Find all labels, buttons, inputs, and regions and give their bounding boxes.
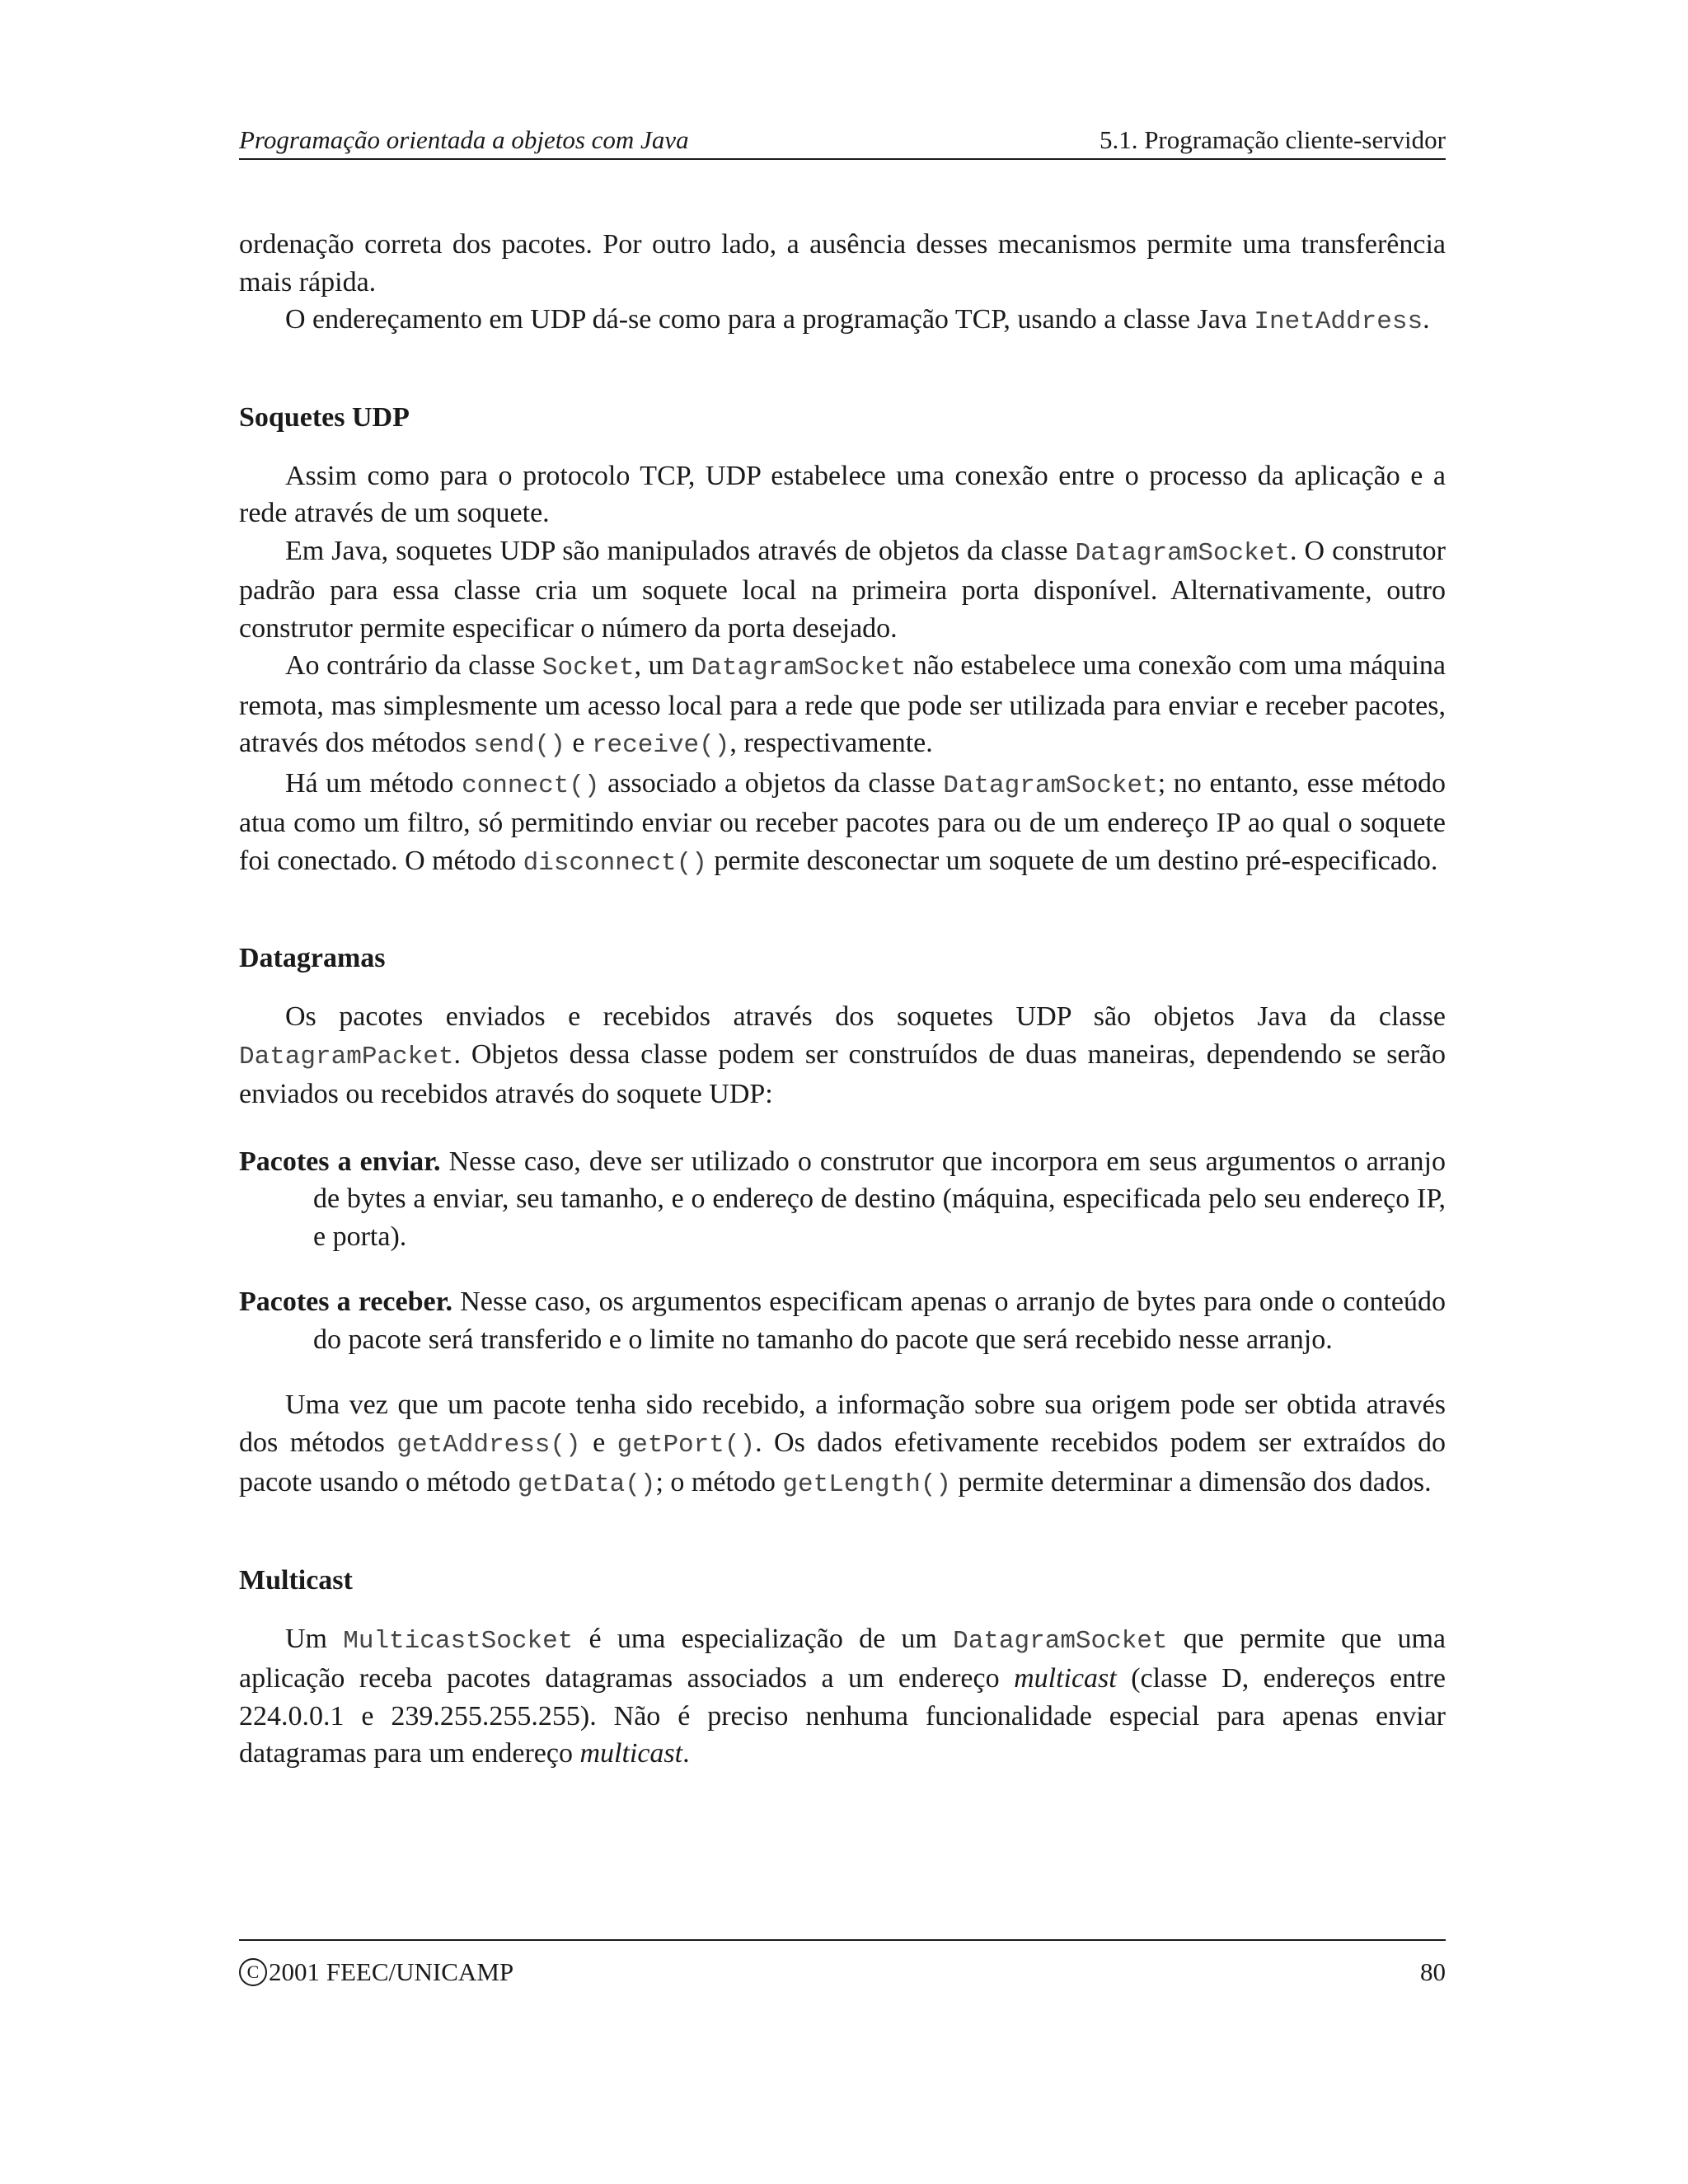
soquetes-p4-text: Há um método [285, 767, 462, 799]
datagramas-p2-text: permite determinar a dimensão dos dados. [951, 1467, 1432, 1497]
code-datagramsocket: DatagramSocket [691, 654, 907, 682]
soquetes-p3-text: Ao contrário da classe [285, 650, 542, 681]
intro-p1-text: ordenação correta dos pacotes. Por outro lado, a ausência desses mecanismos permite uma transferência mais rápida. [239, 229, 1446, 298]
datagramas-p1-end: . Objetos dessa classe podem ser construídos de duas maneiras, dependendo se serão enviados ou recebidos através do soquete UDP: [239, 1038, 1446, 1109]
heading-datagramas: Datagramas [239, 943, 386, 973]
code-socket: Socket [542, 654, 635, 682]
header-section-title: 5.1. Programação cliente-servidor [1099, 125, 1446, 154]
datagramas-p2-text: e [580, 1427, 617, 1458]
code-getlength: getLength() [782, 1470, 952, 1499]
code-getport: getPort() [617, 1430, 756, 1460]
intro-paragraph-2 [239, 301, 1446, 341]
soquetes-paragraph-2 [239, 532, 1446, 648]
datagramas-p1-text: Os pacotes enviados e recebidos através dos soquetes UDP são objetos Java da classe [285, 1001, 1446, 1032]
code-disconnect: disconnect() [523, 848, 707, 878]
multicast-paragraph-1 [239, 1620, 1446, 1773]
emphasis-multicast: multicast [579, 1738, 683, 1769]
page-content [239, 226, 1446, 1773]
code-getaddress: getAddress() [396, 1430, 581, 1460]
definition-list [239, 1143, 1446, 1359]
definition-term: Pacotes a enviar. [239, 1146, 441, 1177]
soquetes-p3-text: não estabelece uma conexão com uma máquina remota, mas simplesmente um acesso local para a rede que pode ser utilizada para enviar e receber pacotes, através dos métodos [239, 650, 1447, 758]
code-receive: receive() [591, 731, 730, 760]
definition-term: Pacotes a receber. [239, 1286, 453, 1317]
soquetes-p4-text: ; no entanto, esse método atua como um filtro, só permitindo enviar ou receber pacotes para ou de um endereço IP ao qual o soquete foi conectado. O método [239, 767, 1446, 876]
copyright-notice [239, 1956, 513, 1989]
copyright-text: 2001 FEEC/UNICAMP [269, 1957, 514, 1986]
heading-soquetes-udp: Soquetes UDP [239, 401, 410, 433]
soquetes-p1-text: Assim como para o protocolo TCP, UDP estabelece uma conexão entre o processo da aplicação e a rede através de um soquete. [239, 460, 1446, 528]
definition-text: Nesse caso, deve ser utilizado o construtor que incorpora em seus argumentos o arranjo de bytes a enviar, seu tamanho, e o endereço de destino (máquina, especificada pelo seu endereço IP, e porta). [313, 1146, 1446, 1252]
definition-item [239, 1283, 1446, 1358]
definition-item [239, 1143, 1446, 1256]
code-send: send() [473, 731, 565, 760]
multicast-p1-text: Um [285, 1623, 344, 1654]
soquetes-p2-text: Em Java, soquetes UDP são manipulados através de objetos da classe [285, 535, 1076, 566]
header-book-title: Programação orientada a objetos com Java [239, 125, 689, 154]
code-datagramsocket: DatagramSocket [943, 771, 1158, 800]
datagramas-p2-text: . Os dados efetivamente recebidos podem ser extraídos do pacote usando o método [239, 1427, 1446, 1497]
soquetes-paragraph-4 [239, 765, 1446, 883]
page [239, 124, 1446, 1773]
heading-multicast: Multicast [239, 1564, 353, 1596]
code-connect: connect() [462, 771, 600, 800]
soquetes-paragraph-1 [239, 457, 1446, 532]
datagramas-p2-text: Uma vez que um pacote tenha sido recebido, a informação sobre sua origem pode ser obtida através dos métodos [239, 1390, 1446, 1458]
soquetes-p3-text: e [565, 728, 592, 758]
code-datagramsocket: DatagramSocket [953, 1626, 1168, 1656]
code-inetaddress: InetAddress [1254, 307, 1423, 336]
multicast-p1-text: que permite que uma aplicação receba pacotes datagramas associados a um endereço [239, 1623, 1447, 1694]
copyright-icon: C [239, 1958, 267, 1986]
datagramas-p2-text: ; o método [655, 1467, 783, 1497]
multicast-p1-text: é uma especialização de um [573, 1623, 954, 1654]
datagramas-paragraph-1 [239, 998, 1446, 1113]
intro-paragraph-1 [239, 226, 1446, 301]
soquetes-p3-text: , um [634, 650, 692, 681]
code-multicastsocket: MulticastSocket [343, 1626, 574, 1656]
code-datagrampacket: DatagramPacket [239, 1042, 454, 1071]
intro-p2-end: . [1423, 304, 1430, 335]
soquetes-p2-end: . O construtor padrão para essa classe cria um soquete local na primeira porta disponível. Alternativamente, outro construtor permite especificar o número da porta desejado. [239, 535, 1446, 644]
soquetes-p4-text: permite desconectar um soquete de um destino pré-especificado. [706, 845, 1438, 876]
code-datagramsocket: DatagramSocket [1075, 538, 1290, 568]
soquetes-paragraph-3 [239, 647, 1446, 765]
definition-text: Nesse caso, os argumentos especificam apenas o arranjo de bytes para onde o conteúdo do pacote será transferido e o limite no tamanho do pacote que será recebido nesse arranjo. [313, 1286, 1446, 1355]
code-getdata: getData() [518, 1470, 656, 1499]
emphasis-multicast: multicast [1014, 1663, 1117, 1694]
intro-p2-text: O endereçamento em UDP dá-se como para a programação TCP, usando a classe Java [285, 304, 1254, 335]
datagramas-paragraph-2 [239, 1386, 1446, 1504]
running-head [239, 124, 1446, 160]
multicast-p1-end: . [682, 1738, 690, 1769]
soquetes-p4-text: associado a objetos da classe [599, 767, 944, 799]
soquetes-p3-text: , respectivamente. [729, 728, 933, 758]
multicast-p1-text: (classe D, endereços entre 224.0.0.1 e 239.255.255.255). Não é preciso nenhuma funcionalidade especial para apenas enviar datagramas para um endereço [239, 1663, 1446, 1769]
page-footer [239, 1939, 1446, 1989]
page-number: 80 [1420, 1957, 1446, 1986]
